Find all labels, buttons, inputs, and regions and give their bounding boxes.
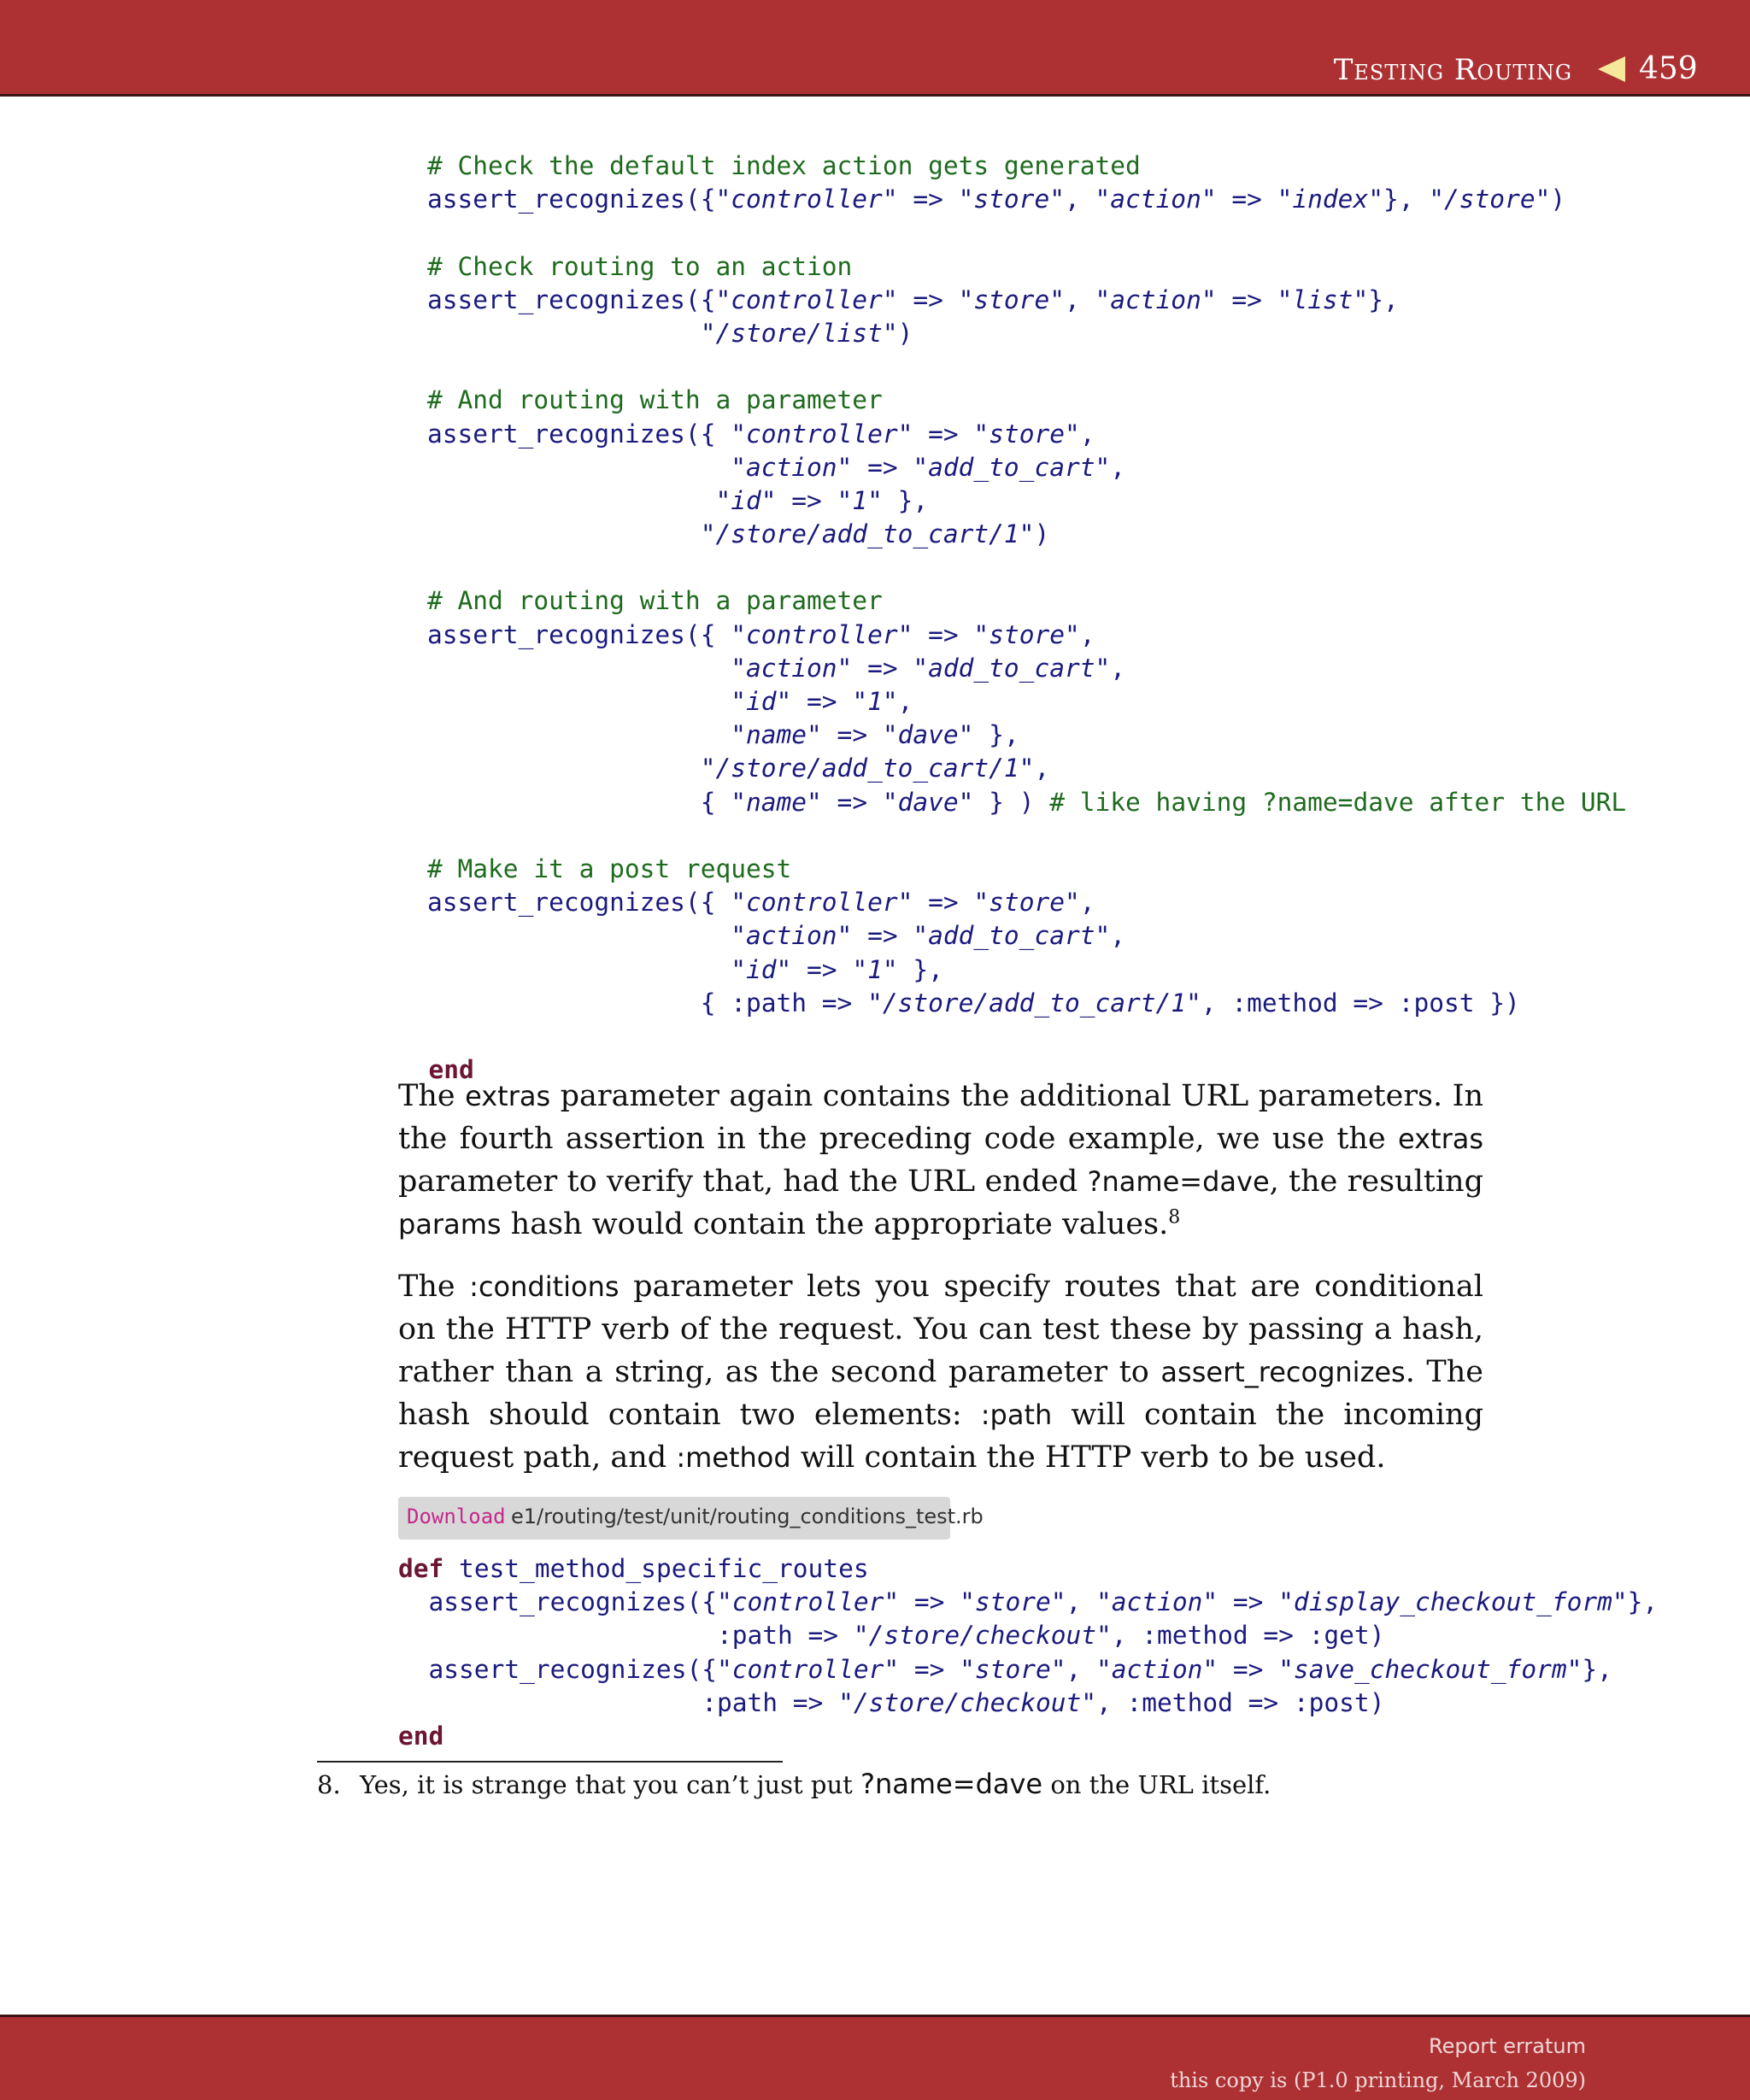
code-token: => — [791, 954, 853, 984]
code-token: "id" — [731, 954, 792, 984]
code-token: => — [1216, 284, 1277, 314]
code-token: => — [821, 787, 883, 817]
download-path[interactable]: e1/routing/test/unit/routing_conditions_test.rb — [511, 1505, 984, 1528]
code-token: # Make it a post request — [427, 853, 792, 883]
code-line — [427, 518, 1626, 551]
text-run: parameter lets you specify routes that are conditional on the HTTP verb of the request. You can test these by passing a hash, rather than a string, as the second parameter to — [398, 1270, 1483, 1389]
footnote-divider — [317, 1761, 783, 1763]
code-token: "action" — [1095, 185, 1217, 214]
code-token: "/store/add_to_cart/1" — [700, 754, 1035, 783]
code-token: "controller" — [731, 419, 913, 449]
code-token: "dave" — [882, 720, 974, 750]
inline-code: assert_recognizes — [1160, 1356, 1406, 1388]
code-token — [427, 654, 731, 683]
code-token: "action" — [731, 921, 853, 951]
code-token: "1" — [852, 954, 898, 984]
text-run: . The hash should contain two elements: — [398, 1355, 1483, 1432]
download-link[interactable] — [398, 1497, 984, 1540]
footnote-ref[interactable]: 8 — [1168, 1206, 1181, 1229]
code-line — [427, 652, 1626, 685]
code-token: "/store/checkout" — [853, 1621, 1112, 1651]
text-run: Yes, it is strange that you can’t just put — [360, 1770, 861, 1799]
inline-code: :method — [676, 1441, 791, 1474]
code-token — [427, 319, 701, 348]
code-token: "add_to_cart" — [913, 653, 1111, 683]
code-line — [398, 1653, 1658, 1686]
code-block-routing-tests — [427, 150, 1626, 1020]
code-token: , — [1066, 1587, 1097, 1617]
code-token — [427, 453, 731, 482]
code-line — [427, 384, 1626, 417]
code-line — [427, 584, 1626, 618]
code-token: { — [427, 787, 731, 817]
code-token: , — [1079, 619, 1095, 649]
code-token: "controller" — [716, 1587, 900, 1617]
code-token: "id" — [731, 687, 792, 716]
code-line — [427, 150, 1626, 183]
text-run: on the URL itself. — [1042, 1770, 1271, 1799]
code-line — [427, 619, 1626, 652]
code-token: "action" — [1095, 284, 1217, 314]
code-token: => — [776, 485, 837, 515]
code-token: "controller" — [731, 619, 913, 649]
code-token: "store" — [973, 419, 1080, 449]
text-run: hash would contain the appropriate values. — [501, 1207, 1169, 1241]
code-token: "action" — [731, 653, 853, 683]
code-token — [427, 486, 715, 515]
text-run: parameter to verify that, had the URL ended — [398, 1164, 1088, 1199]
code-token: "store" — [973, 619, 1080, 649]
footnote — [317, 1767, 1513, 1802]
text-run: will contain the incoming request path, and — [398, 1398, 1483, 1475]
code-line — [427, 786, 1626, 819]
download-label[interactable]: Download — [407, 1505, 506, 1528]
code-token: "store" — [973, 888, 1080, 918]
code-token: { :path => — [427, 988, 868, 1018]
code-token: "controller" — [731, 888, 913, 918]
code-token: "index" — [1277, 185, 1383, 214]
code-line — [427, 418, 1626, 451]
code-token: "store" — [958, 284, 1065, 314]
code-token: # And routing with a parameter — [427, 385, 883, 415]
code-token: "add_to_cart" — [913, 921, 1111, 951]
code-token: assert_recognizes({ — [427, 619, 731, 649]
paragraph-extras — [398, 1075, 1483, 1246]
code-line — [427, 183, 1626, 216]
code-token: ) — [1034, 519, 1050, 549]
prev-page-arrow-icon[interactable] — [1598, 56, 1625, 82]
code-token: , — [1079, 419, 1095, 449]
code-token: ) — [897, 318, 913, 348]
code-token: assert_recognizes({ — [427, 284, 716, 314]
code-line — [398, 1586, 1658, 1619]
inline-code: :conditions — [469, 1270, 620, 1303]
code-token: }, — [973, 720, 1019, 750]
code-token — [427, 687, 731, 716]
code-token: , — [1064, 284, 1095, 314]
inline-code: ?name=dave — [860, 1768, 1043, 1800]
code-token: => — [913, 619, 974, 649]
text-run: parameter again contains the additional URL parameters. In the fourth assertion in the preceding code example, we use the — [398, 1079, 1483, 1156]
page-header — [0, 0, 1750, 97]
code-token: => — [899, 1654, 960, 1684]
code-token: "1" — [837, 485, 883, 515]
code-token: end — [398, 1721, 444, 1751]
code-token: "name" — [731, 787, 822, 817]
code-token: , — [897, 687, 913, 716]
code-token: "list" — [1277, 284, 1369, 314]
code-token: test_method_specific_routes — [443, 1554, 869, 1583]
text-run: , the resulting — [1269, 1164, 1483, 1199]
code-line — [427, 719, 1626, 752]
code-token: => — [913, 888, 974, 918]
code-line — [427, 250, 1626, 284]
code-token: , — [1079, 888, 1095, 918]
code-line — [398, 1619, 1658, 1652]
code-token: => — [913, 419, 974, 449]
code-token — [427, 955, 731, 984]
code-line — [398, 1686, 1658, 1720]
page-number: 459 — [1639, 51, 1698, 86]
code-token: assert_recognizes({ — [398, 1654, 717, 1684]
code-token: :path => — [398, 1687, 839, 1717]
code-token: "display_checkout_form" — [1278, 1587, 1628, 1617]
code-token: "store" — [960, 1654, 1066, 1684]
code-line — [427, 484, 1626, 518]
code-token: }, — [897, 954, 943, 984]
code-token: "action" — [731, 452, 853, 482]
code-line — [427, 451, 1626, 484]
code-token: "name" — [731, 720, 822, 750]
code-line — [427, 317, 1626, 350]
code-token: => — [791, 687, 853, 716]
code-token: } ) — [973, 787, 1050, 817]
code-token: => — [897, 185, 959, 214]
inline-code: extras — [1397, 1123, 1483, 1155]
code-token: }, — [1383, 185, 1430, 214]
code-token: assert_recognizes({ — [427, 185, 716, 214]
code-line — [427, 752, 1626, 785]
code-line — [427, 953, 1626, 987]
inline-code: params — [398, 1208, 502, 1241]
code-token: ) — [1550, 185, 1566, 214]
code-token: , :method => :get) — [1111, 1621, 1385, 1651]
code-token: "controller" — [715, 185, 898, 214]
code-token — [427, 720, 731, 749]
code-token: "action" — [1096, 1654, 1219, 1684]
text-run: will contain the HTTP verb to be used. — [790, 1440, 1386, 1475]
code-line — [427, 886, 1626, 919]
code-token: , — [1110, 921, 1126, 951]
code-token: "action" — [1096, 1587, 1219, 1617]
code-token: # And routing with a parameter — [427, 586, 883, 616]
code-token: , — [1110, 452, 1126, 482]
page-footer — [0, 2015, 1750, 2100]
code-token: assert_recognizes({ — [427, 419, 731, 449]
code-token: "/store/list" — [700, 318, 898, 348]
code-line — [398, 1720, 1658, 1753]
code-line — [427, 685, 1626, 719]
code-token: "/store/add_to_cart/1" — [700, 519, 1035, 549]
code-line — [398, 1552, 1658, 1586]
code-token: => — [1218, 1654, 1279, 1684]
footnote-number: 8. — [317, 1770, 341, 1799]
code-line — [427, 284, 1626, 317]
code-token: }, — [1582, 1654, 1612, 1684]
code-line — [427, 350, 1626, 384]
code-token: "id" — [715, 485, 777, 515]
code-token: , :method => :post }) — [1201, 988, 1520, 1018]
code-token: def — [398, 1554, 444, 1583]
code-token: => — [852, 452, 913, 482]
code-line — [427, 551, 1626, 584]
code-token: }, — [882, 485, 929, 515]
code-token: => — [821, 720, 883, 750]
code-token: => — [897, 284, 959, 314]
code-token: # Check routing to an action — [427, 251, 853, 281]
code-token: "1" — [852, 687, 898, 716]
code-token: "store" — [958, 185, 1065, 214]
copy-info: this copy is (P1.0 printing, March 2009) — [1170, 2068, 1586, 2092]
code-token: assert_recognizes({ — [427, 888, 731, 918]
paragraph-conditions — [398, 1265, 1483, 1479]
code-token — [427, 754, 701, 783]
code-line — [427, 987, 1626, 1020]
code-token: , — [1110, 653, 1126, 683]
code-token: :path => — [398, 1621, 854, 1651]
code-token: "/store/add_to_cart/1" — [867, 988, 1201, 1018]
header-title: Testing Routing — [1333, 53, 1572, 87]
code-token: "/store/checkout" — [838, 1687, 1096, 1717]
code-token: "add_to_cart" — [913, 452, 1111, 482]
code-token: => — [852, 653, 913, 683]
code-token: , :method => :post) — [1096, 1687, 1385, 1717]
inline-code: ?name=dave — [1087, 1165, 1270, 1198]
code-token: "/store" — [1429, 185, 1551, 214]
inline-code: :path — [980, 1399, 1053, 1431]
code-token: assert_recognizes({ — [398, 1587, 717, 1617]
code-token: "dave" — [882, 787, 974, 817]
code-token: => — [899, 1587, 960, 1617]
text-run: The — [398, 1079, 466, 1113]
code-token: }, — [1368, 284, 1399, 314]
report-erratum-link[interactable]: Report erratum — [1429, 2034, 1586, 2058]
code-token: => — [852, 921, 913, 951]
code-token: }, — [1627, 1587, 1659, 1617]
code-token: , — [1034, 754, 1050, 783]
code-token: # like having ?name=dave after the URL — [1049, 787, 1627, 817]
code-token — [427, 519, 701, 548]
code-token: "controller" — [715, 284, 898, 314]
code-block-method-routes — [398, 1552, 1658, 1753]
code-token: "controller" — [716, 1654, 900, 1684]
code-token: # Check the default index action gets generated — [427, 151, 1141, 180]
code-token: "store" — [960, 1587, 1066, 1617]
code-line — [427, 216, 1626, 249]
footnote-text — [360, 1770, 1271, 1799]
text-run: The — [398, 1270, 470, 1304]
code-line — [427, 819, 1626, 853]
code-token: , — [1064, 185, 1095, 214]
code-line — [427, 853, 1626, 886]
code-token: "save_checkout_form" — [1278, 1654, 1583, 1684]
code-token: , — [1066, 1654, 1097, 1684]
code-token — [427, 921, 731, 950]
inline-code: extras — [465, 1080, 551, 1112]
end-keyword: end — [428, 1055, 474, 1085]
code-token: => — [1216, 185, 1277, 214]
code-token: => — [1218, 1587, 1279, 1617]
code-line — [427, 919, 1626, 953]
